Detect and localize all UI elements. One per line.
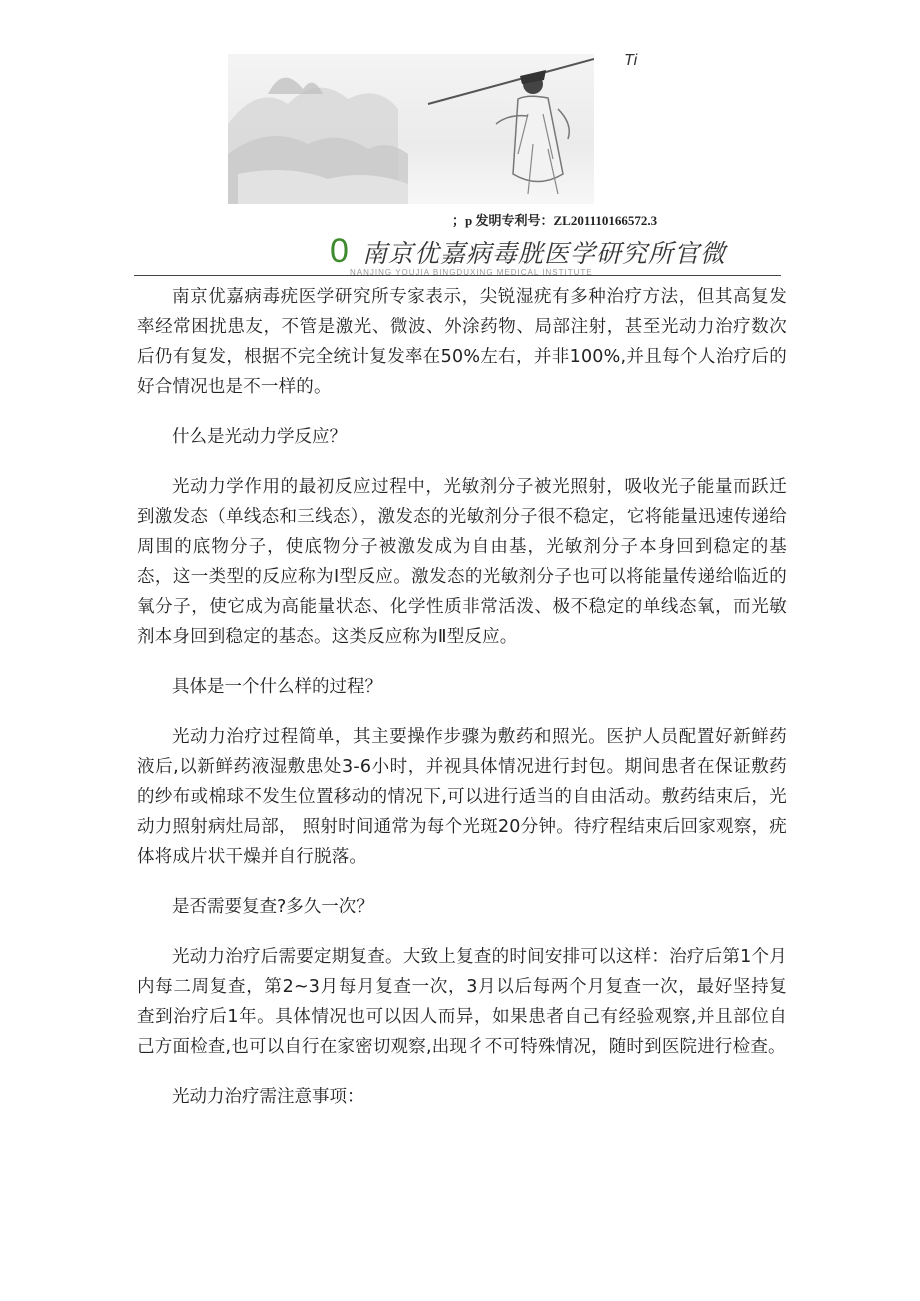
- ink-painting-scholar: [228, 54, 594, 204]
- article-body: [137, 282, 787, 1112]
- intro-paragraph: 南京优嘉病毒疣医学研究所专家表示，尖锐湿疣有多种治疗方法，但其高复发率经常困扰患友，不管是激光、微波、外涂药物、局部注射，甚至光动力治疗数次后仍有复发，根据不完全统计复发率在50%左右，并非100%,并且每个人治疗后的好合情况也是不一样的。: [137, 287, 787, 397]
- question-heading: 是否需要复查?多久一次？: [172, 897, 374, 917]
- question-heading: 具体是一个什么样的过程？: [172, 677, 382, 697]
- brand-header: [330, 232, 726, 272]
- patent-number: ；p 发明专利号：ZL201110166572.3: [452, 213, 658, 228]
- answer-paragraph: 光动力治疗后需要定期复查。大致上复查的时间安排可以这样：治疗后第1个月内每二周复查，第2~3月每月复查一次，3月以后每两个月复查一次，最好坚持复查到治疗后1年。具体情况也可以因人而异，如果患者自己有经验观察,并且部位自己方面检查,也可以自行在家密切观察,出现彳不可特殊情况，随时到医院进行检查。: [137, 947, 787, 1057]
- corner-mark: Ti: [624, 52, 638, 69]
- header-illustration: [228, 54, 594, 204]
- answer-paragraph: 光动力治疗过程简单，其主要操作步骤为敷药和照光。医护人员配置好新鲜药液后,以新鲜药液湿敷患处3-6小时，并视具体情况进行封包。期间患者在保证敷药的纱布或棉球不发生位置移动的情况下,可以进行适当的自由活动。敷药结束后，光动力照射病灶局部， 照射时间通常为每个光斑20分钟。待疗程结束后回家观察，疣体将成片状干燥并自行脱落。: [137, 727, 787, 867]
- question-heading: 光动力治疗需注意事项：: [172, 1087, 365, 1107]
- brand-title: 南京优嘉病毒胱医学研究所官微: [362, 238, 727, 268]
- brand-subtitle: NANJING YOUJIA BINGDUXING MEDICAL INSTITUTE: [350, 268, 593, 277]
- header-divider: [134, 275, 781, 276]
- answer-paragraph: 光动力学作用的最初反应过程中，光敏剂分子被光照射，吸收光子能量而跃迁到激发态（单线态和三线态），激发态的光敏剂分子很不稳定，它将能量迅速传递给周围的底物分子，使底物分子被激发成为自由基，光敏剂分子本身回到稳定的基态，这一类型的反应称为Ⅰ型反应。激发态的光敏剂分子也可以将能量传递给临近的氧分子，使它成为高能量状态、化学性质非常活泼、极不稳定的单线态氧，而光敏剂本身回到稳定的基态。这类反应称为Ⅱ型反应。: [137, 477, 787, 647]
- brand-logo-zero: 0: [330, 232, 349, 270]
- question-heading: 什么是光动力学反应？: [172, 427, 347, 447]
